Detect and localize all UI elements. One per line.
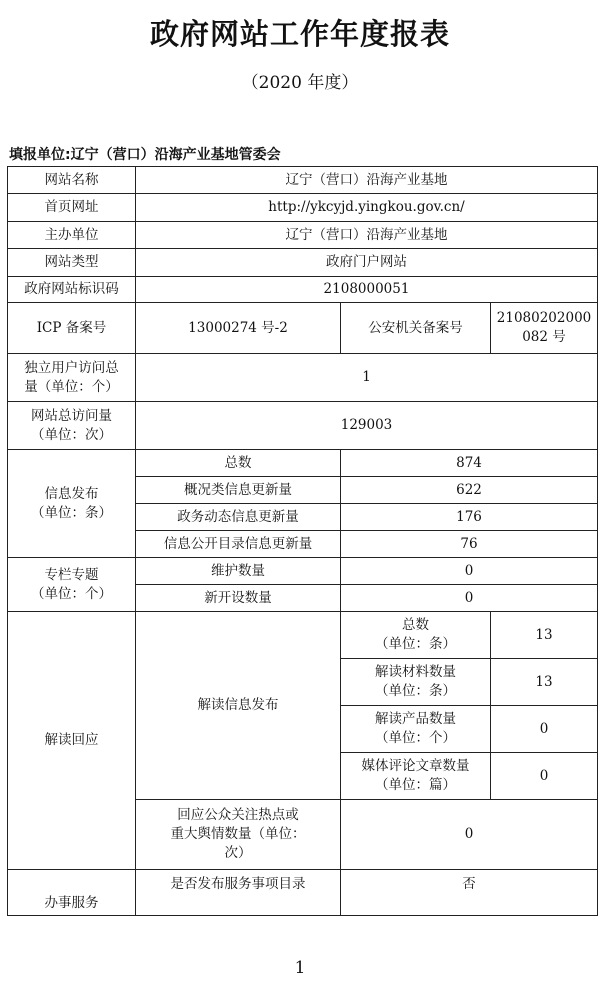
row-site-type	[8, 249, 598, 277]
interp-item-label	[341, 706, 491, 753]
columns-label-line2: （单位：个）	[31, 585, 112, 602]
services-item-value: 否	[341, 870, 598, 916]
site-name-label: 网站名称	[8, 167, 136, 194]
info-item-label: 政务动态信息更新量	[136, 504, 341, 531]
row-site-name	[8, 167, 598, 194]
interp-item-label-line2: （单位：个）	[375, 730, 456, 746]
response-value: 0	[341, 800, 598, 870]
info-item-value: 622	[341, 477, 598, 504]
reporting-unit: 填报单位:辽宁（营口）沿海产业基地管委会	[9, 147, 281, 163]
info-item-label: 信息公开目录信息更新量	[136, 531, 341, 558]
sponsor-value: 辽宁（营口）沿海产业基地	[136, 222, 598, 249]
info-item-value: 874	[341, 450, 598, 477]
unique-visitors-value: 1	[136, 354, 598, 402]
row-sponsor	[8, 222, 598, 249]
interp-item-label-line1: 解读材料数量	[375, 664, 456, 680]
interp-item-label-line2: （单位：篇）	[375, 777, 456, 793]
total-visits-label-line2: （单位：次）	[31, 426, 112, 443]
info-publish-label-line2: （单位：条）	[31, 504, 112, 521]
response-label-line1: 回应公众关注热点或	[177, 807, 299, 823]
row-icp	[8, 303, 598, 354]
interp-item-value: 13	[491, 659, 598, 706]
interp-item-label-line2: （单位：条）	[375, 636, 456, 652]
row-interp-total	[8, 612, 598, 659]
total-visits-label-line1: 网站总访问量	[31, 407, 112, 424]
interp-item-label-line1: 解读产品数量	[375, 711, 456, 727]
columns-item-label: 维护数量	[136, 558, 341, 585]
report-year: （2020 年度）	[241, 73, 359, 93]
row-homepage	[8, 194, 598, 222]
services-item-label: 是否发布服务事项目录	[136, 870, 341, 916]
site-type-value: 政府门户网站	[136, 249, 598, 277]
interpretation-label: 解读回应	[8, 612, 136, 870]
police-record-value	[491, 303, 598, 354]
police-record-value-line2: 082 号	[522, 329, 566, 345]
icp-label: ICP 备案号	[8, 303, 136, 354]
interp-item-label-line1: 媒体评论文章数量	[361, 758, 470, 774]
row-columns-maintained	[8, 558, 598, 585]
info-publish-label	[8, 450, 136, 558]
site-name-value: 辽宁（营口）沿海产业基地	[136, 167, 598, 194]
police-record-value-line1: 21080202000	[496, 310, 592, 326]
icp-value: 13000274 号-2	[136, 303, 341, 354]
info-item-label: 概况类信息更新量	[136, 477, 341, 504]
unique-visitors-label-line2: 量（单位：个）	[24, 378, 119, 395]
police-record-label: 公安机关备案号	[341, 303, 491, 354]
total-visits-label	[8, 402, 136, 450]
columns-item-value: 0	[341, 558, 598, 585]
columns-label	[8, 558, 136, 612]
info-item-value: 176	[341, 504, 598, 531]
response-label	[136, 800, 341, 870]
info-item-value: 76	[341, 531, 598, 558]
interp-item-value: 0	[491, 753, 598, 800]
report-table	[7, 166, 598, 916]
response-label-line2: 重大舆情数量（单位：	[170, 826, 306, 842]
interp-item-label-line2: （单位：条）	[375, 683, 456, 699]
unique-visitors-label	[8, 354, 136, 402]
report-title: 政府网站工作年度报表	[149, 17, 450, 51]
info-item-label: 总数	[136, 450, 341, 477]
site-id-value: 2108000051	[136, 277, 598, 303]
interp-item-label-line1: 总数	[402, 617, 429, 633]
response-label-line3: 次）	[224, 845, 252, 861]
row-site-id	[8, 277, 598, 303]
interp-item-value: 13	[491, 612, 598, 659]
interp-item-label	[341, 659, 491, 706]
interp-item-label	[341, 753, 491, 800]
site-type-label: 网站类型	[8, 249, 136, 277]
sponsor-label: 主办单位	[8, 222, 136, 249]
site-id-label: 政府网站标识码	[8, 277, 136, 303]
columns-item-label: 新开设数量	[136, 585, 341, 612]
interp-item-label	[341, 612, 491, 659]
homepage-label: 首页网址	[8, 194, 136, 222]
total-visits-value: 129003	[136, 402, 598, 450]
row-unique-visitors	[8, 354, 598, 402]
unique-visitors-label-line1: 独立用户访问总	[24, 359, 119, 376]
row-services	[8, 870, 598, 916]
info-publish-label-line1: 信息发布	[44, 485, 99, 502]
columns-label-line1: 专栏专题	[44, 566, 99, 583]
interp-item-value: 0	[491, 706, 598, 753]
page-number: 1	[294, 958, 306, 978]
homepage-value: http://ykcyjd.yingkou.gov.cn/	[136, 194, 598, 222]
services-label: 办事服务	[8, 870, 136, 916]
row-info-total	[8, 450, 598, 477]
columns-item-value: 0	[341, 585, 598, 612]
interpretation-sub-label: 解读信息发布	[136, 612, 341, 800]
row-total-visits	[8, 402, 598, 450]
